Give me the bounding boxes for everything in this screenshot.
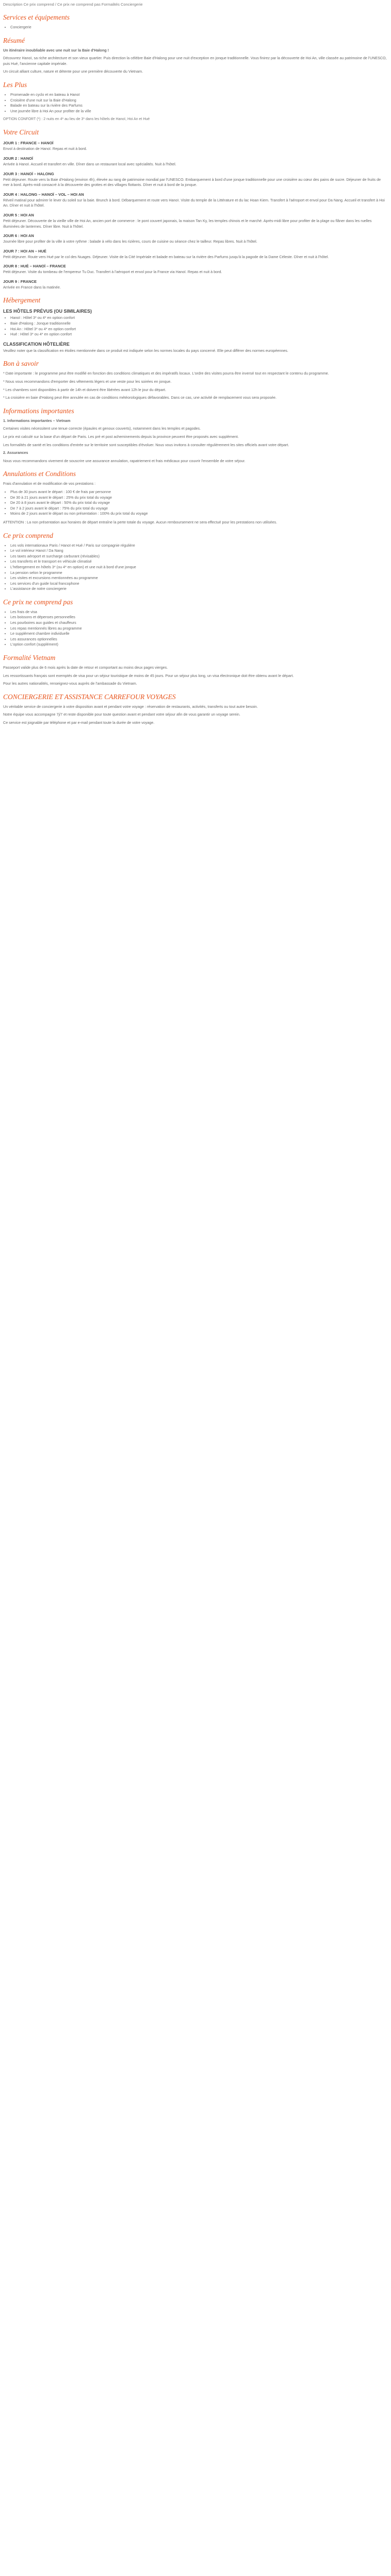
annulations-warning: ATTENTION : La non présentation aux horaires de départ entraîne la perte totale du voyage. Aucun remboursement ne sera effectué pour les prestations non utilisées. bbox=[3, 519, 278, 524]
hebergement-title: Hébergement bbox=[3, 296, 41, 304]
exclus-item: • Les boissons et dépenses personnelles bbox=[10, 615, 388, 620]
formalite-item: Les ressortissants français sont exemptés de visa pour un séjour touristique de moins de 45 jours. Pour un séjour plus long, un visa électronique doit être obtenu avant le départ. bbox=[3, 673, 294, 678]
services-list bbox=[3, 25, 388, 30]
inclus-item: • Les vols internationaux Paris / Hanoï et Hué / Paris sur compagnie régulière bbox=[10, 543, 388, 549]
inclus-item: • Les taxes aéroport et surcharge carburant (révisables) bbox=[10, 554, 388, 560]
day-text: Journée libre pour profiter de la ville à votre rythme : balade à vélo dans les rizières, cours de cuisine ou séance chez le tailleur. Repas libres. Nuit à l'hôtel. bbox=[3, 239, 257, 244]
plus-title: Les Plus bbox=[3, 80, 27, 89]
resume-paragraph: Un circuit alliant culture, nature et détente pour une première découverte du Vietnam. bbox=[3, 69, 143, 74]
plus-item: • Une journée libre à Hoi An pour profiter de la ville bbox=[10, 109, 388, 114]
hotel-item: • Baie d'Halong : Jonque traditionnelle bbox=[10, 321, 388, 327]
option-note: OPTION CONFORT (*) : 2 nuits en 4* au lieu de 3* dans les hôtels de Hanoï, Hoi An et Hué bbox=[3, 117, 150, 122]
inclus-item: • La pension selon le programme bbox=[10, 570, 388, 576]
inclus-list bbox=[3, 543, 388, 592]
info-item: 1. Informations importantes – Vietnam bbox=[3, 418, 71, 423]
conciergerie-title: CONCIERGERIE ET ASSISTANCE CARREFOUR VOYAGES bbox=[3, 692, 176, 701]
service-item: • Conciergerie bbox=[10, 25, 388, 30]
day-text: Envol à destination de Hanoï. Repas et nuit à bord. bbox=[3, 146, 87, 151]
day-title: JOUR 5 : HOI AN bbox=[3, 212, 34, 217]
info-item: 2. Assurances bbox=[3, 450, 28, 455]
exclus-title: Ce prix ne comprend pas bbox=[3, 598, 73, 606]
plus-item: • Croisière d'une nuit sur la Baie d'Halong bbox=[10, 98, 388, 104]
day-text: Réveil matinal pour admirer le lever du soleil sur la baie. Brunch à bord. Débarquement et route vers Hanoï. Visite du temple de la Littérature et du lac Hoan Kiem. Transfert à l'aéroport et envol pour Da Nang. Accueil et transfert à Hoi An. Dîner et nuit à l'hôtel. bbox=[3, 197, 385, 208]
hotels-classification-text: Veuillez noter que la classification en étoiles mentionnée dans ce produit est indiquée selon les normes locales du pays concerné. Elle peut différer des normes européennes. bbox=[3, 348, 288, 353]
hotel-item: • Hué : Hôtel 3* ou 4* en option confort bbox=[10, 332, 388, 337]
day-title: JOUR 2 : HANOÏ bbox=[3, 156, 33, 161]
hotels-classification-title: CLASSIFICATION HÔTELIÈRE bbox=[3, 341, 70, 347]
annulation-item: • Plus de 30 jours avant le départ : 100 € de frais par personne bbox=[10, 489, 388, 495]
formalite-item: Pour les autres nationalités, renseignez-vous auprès de l'ambassade du Vietnam. bbox=[3, 681, 137, 686]
exclus-item: • L'option confort (supplément) bbox=[10, 642, 388, 648]
annulation-item: • De 20 à 8 jours avant le départ : 50% du prix total du voyage bbox=[10, 500, 388, 506]
annulation-item: • De 30 à 21 jours avant le départ : 25% du prix total du voyage bbox=[10, 495, 388, 501]
info-title: Informations importantes bbox=[3, 406, 74, 415]
annulations-list bbox=[3, 489, 388, 517]
annulation-item: • De 7 à 2 jours avant le départ : 75% du prix total du voyage bbox=[10, 506, 388, 512]
annulation-item: • Moins de 2 jours avant le départ ou non présentation : 100% du prix total du voyage bbox=[10, 511, 388, 517]
day-text: Petit déjeuner. Découverte de la vieille ville de Hoi An, ancien port de commerce : le pont couvert japonais, la maison Tan Ky, les temples chinois et le marché. Après-midi libre pour profiter de la plage ou flâner dans les ruelles illuminées de lanternes. Dîner libre. Nuit à l'hôtel. bbox=[3, 218, 372, 229]
formalite-item: Passeport valide plus de 6 mois après la date de retour et comportant au moins deux pages vierges. bbox=[3, 665, 168, 670]
day-title: JOUR 3 : HANOÏ – HALONG bbox=[3, 171, 54, 176]
day-text: Arrivée à Hanoï. Accueil et transfert en ville. Dîner dans un restaurant local avec spécialités. Nuit à l'hôtel. bbox=[3, 161, 176, 166]
exclus-item: • Le supplément chambre individuelle bbox=[10, 631, 388, 637]
resume-paragraph: Un itinéraire inoubliable avec une nuit sur la Baie d'Halong ! bbox=[3, 47, 109, 53]
annulations-title: Annulations et Conditions bbox=[3, 470, 76, 478]
inclus-item: • Les visites et excursions mentionnées au programme bbox=[10, 575, 388, 581]
day-text: Petit déjeuner. Route vers la Baie d'Halong (environ 4h), élevée au rang de patrimoine mondial par l'UNESCO. Embarquement à bord d'une jonque traditionnelle pour une croisière au cœur des pains de sucre. Déjeuner de fruits de mer à bord. Après-midi consacré à la découverte des grottes et des villages flottants. Dîner et nuit à bord de la jonque. bbox=[3, 177, 381, 188]
conciergerie-text: Ce service est joignable par téléphone et par e-mail pendant toute la durée de votre voyage. bbox=[3, 720, 155, 725]
day-title: JOUR 9 : FRANCE bbox=[3, 279, 37, 284]
conciergerie-text: Notre équipe vous accompagne 7j/7 et reste disponible pour toute question avant et pendant votre séjour afin de vous garantir un voyage serein. bbox=[3, 712, 240, 717]
day-title: JOUR 8 : HUÉ – HANOÏ – FRANCE bbox=[3, 264, 66, 269]
bon-a-savoir-item: * La croisière en baie d'Halong peut être annulée en cas de conditions météorologiques défavorables. Dans ce cas, une activité de remplacement vous sera proposée. bbox=[3, 395, 276, 400]
info-item: Certaines visites nécessitent une tenue correcte (épaules et genoux couverts), notamment dans les temples et pagodes. bbox=[3, 426, 201, 431]
day-text: Arrivée en France dans la matinée. bbox=[3, 284, 61, 290]
page-description-line: Description Ce prix comprend / Ce prix ne comprend pas Formalités Conciergerie bbox=[3, 2, 143, 7]
inclus-item: • L'hébergement en hôtels 3* (ou 4* en option) et une nuit à bord d'une jonque bbox=[10, 565, 388, 570]
inclus-item: • Les transferts et le transport en véhicule climatisé bbox=[10, 559, 388, 565]
day-text: Petit déjeuner. Visite du tombeau de l'empereur Tu Duc. Transfert à l'aéroport et envol pour la France via Hanoï. Repas et nuit à bord. bbox=[3, 269, 222, 275]
exclus-item: • Les assurances optionnelles bbox=[10, 637, 388, 642]
plus-list bbox=[3, 92, 388, 114]
hotels-list bbox=[3, 315, 388, 337]
day-title: JOUR 1 : FRANCE – HANOÏ bbox=[3, 141, 54, 146]
bon-a-savoir-item: * Date importante : le programme peut être modifié en fonction des conditions climatiques et des impératifs locaux. L'ordre des visites pourra être inversé tout en respectant le contenu du programme. bbox=[3, 371, 329, 376]
info-item: Les formalités de santé et les conditions d'entrée sur le territoire sont susceptibles d'évoluer. Nous vous invitons à consulter régulièrement les sites officiels avant votre départ. bbox=[3, 442, 289, 447]
plus-item: • Balade en bateau sur la rivière des Parfums bbox=[10, 103, 388, 109]
day-text: Petit déjeuner. Route vers Hué par le col des Nuages. Déjeuner. Visite de la Cité Impériale et balade en bateau sur la rivière des Parfums jusqu'à la pagode de la Dame Céleste. Dîner et nuit à l'hôtel. bbox=[3, 254, 329, 259]
hotel-item: • Hoi An : Hôtel 3* ou 4* en option confort bbox=[10, 327, 388, 332]
inclus-item: • L'assistance de notre conciergerie bbox=[10, 586, 388, 592]
annulations-intro: Frais d'annulation et de modification de vos prestations : bbox=[3, 481, 96, 486]
exclus-item: • Les repas mentionnés libres au programme bbox=[10, 626, 388, 632]
circuit-title: Votre Circuit bbox=[3, 128, 39, 137]
exclus-list bbox=[3, 609, 388, 648]
hotel-item: • Hanoï : Hôtel 3* ou 4* en option confort bbox=[10, 315, 388, 321]
info-item: Nous vous recommandons vivement de souscrire une assurance annulation, rapatriement et frais médicaux pour couvrir l'ensemble de votre séjour. bbox=[3, 458, 246, 463]
circuit-days bbox=[3, 141, 388, 290]
formalites-title: Formalité Vietnam bbox=[3, 654, 56, 662]
plus-item: • Promenade en cyclo et en bateau à Hanoï bbox=[10, 92, 388, 98]
exclus-item: • Les frais de visa bbox=[10, 609, 388, 615]
conciergerie-text: Un véritable service de conciergerie à votre disposition avant et pendant votre voyage : réservation de restaurants, activités, transferts ou tout autre besoin. bbox=[3, 704, 258, 709]
exclus-item: • Les pourboires aux guides et chauffeurs bbox=[10, 620, 388, 626]
bon-a-savoir-item: * Les chambres sont disponibles à partir de 14h et doivent être libérées avant 12h le jour du départ. bbox=[3, 387, 167, 392]
services-title: Services et équipements bbox=[3, 13, 70, 21]
day-title: JOUR 4 : HALONG – HANOÏ – VOL – HOI AN bbox=[3, 192, 84, 197]
resume-title: Résumé bbox=[3, 36, 25, 44]
day-title: JOUR 7 : HOI AN – HUÉ bbox=[3, 248, 46, 253]
bon-a-savoir-title: Bon à savoir bbox=[3, 360, 39, 368]
inclus-title: Ce prix comprend bbox=[3, 531, 53, 539]
info-item: Le prix est calculé sur la base d'un départ de Paris. Les pré et post acheminements depuis la province peuvent être proposés avec supplément. bbox=[3, 434, 239, 439]
resume-paragraph: Découvrez Hanoï, sa riche architecture et son vieux quartier. Puis direction la célèbre Baie d'Halong pour une nuit d'exception en jonque traditionnelle. Vous finirez par la découverte de Hoi An, ville classée au patrimoine de l'UNESCO, puis Hué, l'ancienne capitale impériale. bbox=[3, 56, 387, 66]
inclus-item: • Les services d'un guide local francophone bbox=[10, 581, 388, 587]
bon-a-savoir-item: * Nous vous recommandons d'emporter des vêtements légers et une veste pour les soirées en jonque. bbox=[3, 379, 172, 384]
hebergement-subtitle: LES HÔTELS PRÉVUS (OU SIMILAIRES) bbox=[3, 309, 92, 314]
day-title: JOUR 6 : HOI AN bbox=[3, 233, 34, 239]
inclus-item: • Le vol intérieur Hanoï / Da Nang bbox=[10, 548, 388, 554]
